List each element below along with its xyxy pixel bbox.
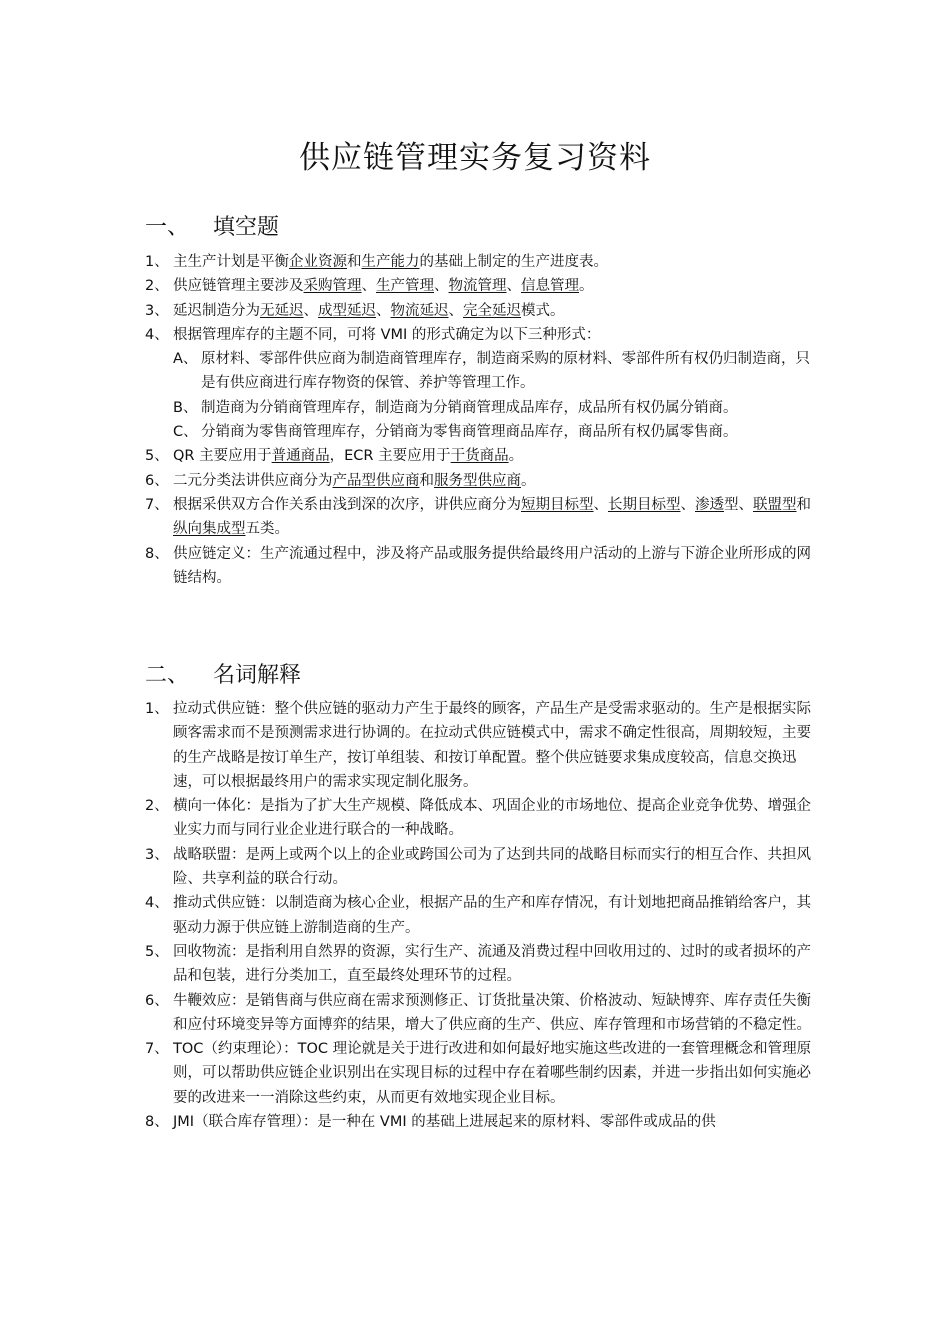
list-item <box>145 891 815 940</box>
list-item <box>145 323 815 347</box>
item-number: 6、 <box>145 992 169 1009</box>
sub-item <box>173 420 815 444</box>
item-text: 供应链管理主要涉及采购管理、生产管理、物流管理、信息管理。 <box>173 278 594 295</box>
item-number: 3、 <box>145 302 169 319</box>
sub-item-letter: B、 <box>173 399 198 416</box>
item-text: QR 主要应用于普通商品，ECR 主要应用于干货商品。 <box>173 448 524 465</box>
section-title: 名词解释 <box>213 663 302 688</box>
item-number: 1、 <box>145 701 169 717</box>
list-item <box>145 542 815 591</box>
answer-underline: 物流延迟 <box>390 302 449 319</box>
list-item <box>145 299 815 323</box>
sub-item <box>173 396 815 420</box>
sub-item-text: 分销商为零售商管理库存，分销商为零售商管理商品库存，商品所有权仍属零售商。 <box>201 424 738 441</box>
answer-underline: 生产能力 <box>361 254 420 270</box>
terms-list <box>145 697 815 1134</box>
answer-underline: 企业资源 <box>289 254 347 270</box>
sub-item-letter: A、 <box>173 351 198 368</box>
item-text: 横向一体化：是指为了扩大生产规模、降低成本、巩固企业的市场地位、提高企业竞争优势、增强企业实力而与同行业企业进行联合的一种战略。 <box>173 798 811 839</box>
list-item <box>145 250 815 274</box>
list-item <box>145 274 815 298</box>
sub-item-letter: C、 <box>173 424 198 441</box>
answer-underline: 成型延迟 <box>318 302 376 319</box>
list-item <box>145 940 815 989</box>
item-text: 供应链定义：生产流通过程中，涉及将产品或服务提供给最终用户活动的上游与下游企业所形成的网链结构。 <box>173 545 811 586</box>
sub-item-text: 原材料、零部件供应商为制造商管理库存，制造商采购的原材料、零部件所有权仍归制造商，只是有供应商进行库存物资的保管、养护等管理工作。 <box>201 351 810 392</box>
item-text: 拉动式供应链：整个供应链的驱动力产生于最终的顾客，产品生产是受需求驱动的。生产是根据实际顾客需求而不是预测需求进行协调的。在拉动式供应链模式中，需求不确定性很高，周期较短，主要的生产战略是按订单生产，按订单组装、和按订单配置。整个供应链要求集成度较高，信息交换迅速，可以根据最终用户的需求实现定制化服务。 <box>173 701 811 790</box>
item-number: 8、 <box>145 1114 169 1131</box>
item-number: 6、 <box>145 472 169 489</box>
list-item <box>145 469 815 493</box>
item-number: 7、 <box>145 496 169 513</box>
answer-underline: 纵向集成型 <box>173 521 246 538</box>
answer-underline: 产品型供应商 <box>332 472 420 489</box>
answer-underline: 联盟型 <box>753 496 797 513</box>
item-text: 二元分类法讲供应商分为产品型供应商和服务型供应商。 <box>173 472 536 489</box>
section-number: 一、 <box>145 215 190 240</box>
item-number: 5、 <box>145 448 169 465</box>
section-heading-terms <box>145 658 301 689</box>
item-text: 主生产计划是平衡企业资源和生产能力的基础上制定的生产进度表。 <box>173 254 608 270</box>
list-item <box>145 493 815 542</box>
item-number: 8、 <box>145 545 169 562</box>
answer-underline: 无延迟 <box>260 302 304 319</box>
item-text: TOC（约束理论）：TOC 理论就是关于进行改进和如何最好地实施这些改进的一套管理概念和管理原则，可以帮助供应链企业识别出在实现目标的过程中存在着哪些制约因素，并进一步指出如何实施必要的改进来一一消除这些约束，从而更有效地实现企业目标。 <box>173 1041 812 1106</box>
list-item <box>145 843 815 892</box>
item-text: 推动式供应链：以制造商为核心企业，根据产品的生产和库存情况，有计划地把商品推销给客户，其驱动力源于供应链上游制造商的生产。 <box>173 895 811 936</box>
answer-underline: 服务型供应商 <box>434 472 521 489</box>
answer-underline: 采购管理 <box>303 278 362 295</box>
section-title: 填空题 <box>213 215 280 240</box>
sub-item <box>173 347 815 396</box>
item-number: 3、 <box>145 846 169 863</box>
answer-underline: 长期目标型 <box>608 496 681 513</box>
section-heading-fill-in <box>145 210 279 241</box>
item-text: 战略联盟：是两上或两个以上的企业或跨国公司为了达到共同的战略目标而实行的相互合作、共担风险、共享利益的联合行动。 <box>173 846 811 888</box>
item-number: 7、 <box>145 1041 169 1058</box>
list-item <box>145 794 815 843</box>
item-number: 4、 <box>145 326 169 343</box>
list-item <box>145 697 815 794</box>
answer-underline: 渗透 <box>695 496 724 513</box>
item-number: 5、 <box>145 943 169 960</box>
section-number: 二、 <box>145 663 190 688</box>
document-title: 供应链管理实务复习资料 <box>299 140 651 176</box>
item-text: 根据采供双方合作关系由浅到深的次序，讲供应商分为短期目标型、长期目标型、渗透型、联盟型和纵向集成型五类。 <box>173 496 811 538</box>
list-item <box>145 1110 815 1134</box>
list-item <box>145 1037 815 1110</box>
answer-underline: 生产管理 <box>376 278 434 295</box>
item-number: 2、 <box>145 278 169 295</box>
item-text: 牛鞭效应：是销售商与供应商在需求预测修正、订货批量决策、价格波动、短缺博弈、库存责任失衡和应付环境变异等方面博弈的结果，增大了供应商的生产、供应、库存管理和市场营销的不稳定性。 <box>173 992 811 1033</box>
fill-in-list <box>145 250 815 590</box>
item-text: 延迟制造分为无延迟、成型延迟、物流延迟、完全延迟模式。 <box>173 302 565 319</box>
answer-underline: 短期目标型 <box>521 496 594 513</box>
answer-underline: 物流管理 <box>448 278 507 295</box>
item-number: 2、 <box>145 798 169 815</box>
item-number: 1、 <box>145 254 169 270</box>
item-text: JMI（联合库存管理）：是一种在 VMI 的基础上进展起来的原材料、零部件或成品的供 <box>173 1114 716 1131</box>
answer-underline: 普通商品 <box>271 448 330 465</box>
sub-item-text: 制造商为分销商管理库存，制造商为分销商管理成品库存，成品所有权仍属分销商。 <box>201 399 738 416</box>
answer-underline: 干货商品 <box>450 448 509 465</box>
item-text: 回收物流：是指利用自然界的资源，实行生产、流通及消费过程中回收用过的、过时的或者损坏的产品和包装，进行分类加工，直至最终处理环节的过程。 <box>173 943 811 985</box>
answer-underline: 信息管理 <box>521 278 579 295</box>
item-number: 4、 <box>145 895 169 912</box>
answer-underline: 完全延迟 <box>463 302 521 319</box>
list-item <box>145 989 815 1038</box>
list-item <box>145 444 815 468</box>
item-text: 根据管理库存的主题不同，可将 VMI 的形式确定为以下三种形式： <box>173 326 601 343</box>
